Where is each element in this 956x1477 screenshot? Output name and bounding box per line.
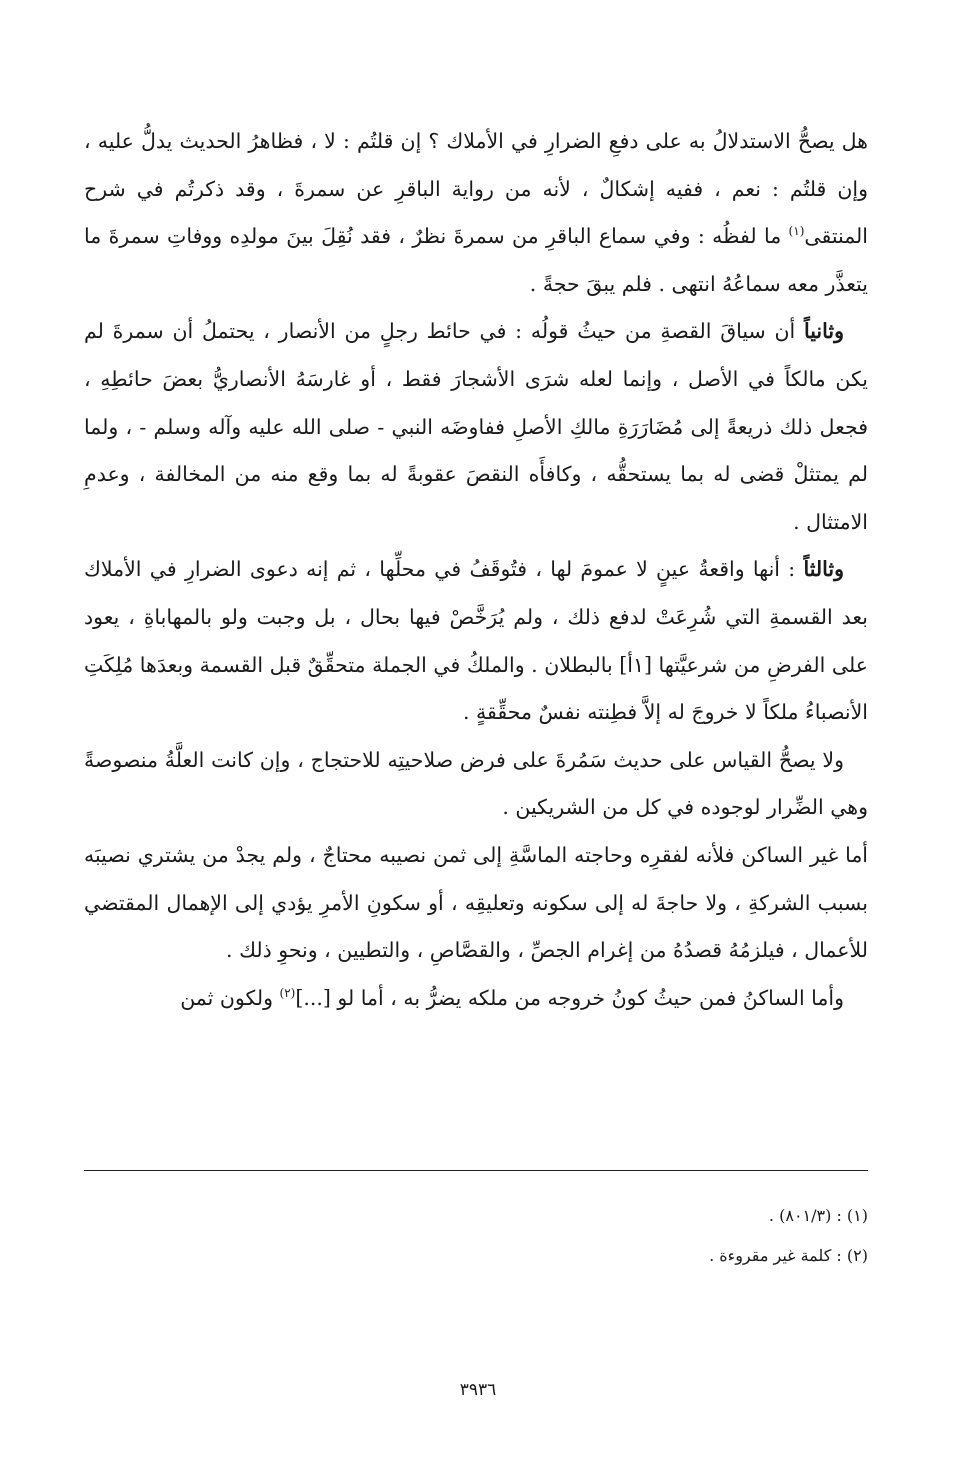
footnote-1: (١) : (٨٠١/٣) . [768, 1206, 868, 1225]
paragraph-3-lead: وثالثاً [803, 557, 844, 582]
paragraph-5 [84, 832, 868, 975]
paragraph-6-continuation: ولكون ثمن [180, 985, 280, 1010]
paragraph-3-text: : أنها واقعةُ عينٍ لا عمومَ لها ، فتُوقَفُ في محلِّها ، ثم إنه دعوى الضرارِ في الأملاك بعد القسمةِ التي شُرِعَتْ لدفع ذلك ، ولم يُرَخَّصْ فيها بحال ، بل وجبت ولو بالمهاباةِ ، يعود على الفرضِ من شرعيَّتها [١أ] بالبطلان . والملكُ في الجملة متحقِّقٌ قبل القسمة وبعدَها مُلِكَتِ الأنصباءُ ملكاً لا خروجَ له إلاَّ فطِنته نفسٌ محقِّقةٍ . [84, 557, 869, 725]
footnote-divider [84, 1170, 868, 1171]
paragraph-6-text: وأما الساكنُ فمن حيثُ كونُ خروجه من ملكه يضرُّ به ، أما لو [...] [295, 985, 844, 1010]
paragraph-1-text: هل يصحُّ الاستدلالُ به على دفعِ الضرارِ في الأملاك ؟ إن قلتُم : لا ، فظاهرُ الحديث يدلُّ عليه ، وإن قلتُم : نعم ، ففيه إشكالٌ ، لأنه من رواية الباقرِ عن سمرةَ ، وقد ذكرتُم في شرح المنتقى [84, 129, 868, 249]
paragraph-4-text: ولا يصحُّ القياس على حديث سَمُرةَ على فرض صلاحيتِه للاحتجاج ، وإن كانت العلَّةُ منصوصةً وهي الضِّرار لوجوده في كل من الشريكين . [84, 747, 868, 820]
paragraph-1-continuation: ما لفظُه : وفي سماع الباقرِ من سمرةَ نظرٌ ، فقد نُقِلَ بينَ مولدِه ووفاتِ سمرةَ ما يتعذَّر معه سماعُهُ انتهى . فلم يبقَ حجةً . [84, 224, 868, 296]
footnote-ref-2: (٢) [279, 985, 296, 1000]
paragraph-2 [84, 308, 868, 546]
main-text [84, 118, 868, 1022]
paragraph-6 [84, 975, 868, 1023]
paragraph-4 [84, 737, 868, 832]
page-number: ٣٩٣٦ [459, 1380, 497, 1400]
paragraph-1 [84, 118, 868, 308]
paragraph-5-text: أما غير الساكن فلأنه لفقرِه وحاجته الماسَّةِ إلى ثمن نصيبه محتاجٌ ، ولم يجدْ من يشتري نصيبَه بسبب الشركةِ ، ولا حاجةَ له إلى سكونه وتعليقِه ، أو سكونِ الأمرِ يؤدي إلى الإهمال المقتضي للأعمال ، فيلزمُهُ قصدُهُ من إغرام الجصِّ ، والقصَّاصِ ، والتطيين ، ونحوِ ذلك . [84, 842, 868, 963]
footnote-ref-1: (١) [788, 224, 805, 239]
footnotes [84, 1196, 868, 1276]
footnote-2: (٢) : كلمة غير مقروءة . [709, 1246, 868, 1265]
paragraph-3 [84, 546, 868, 736]
paragraph-2-lead: وثانياً [804, 319, 844, 344]
paragraph-2-text: أن سياقَ القصةِ من حيثُ قولُه : في حائط رجلٍ من الأنصار ، يحتملُ أن سمرةَ لم يكن مالكاً في الأصل ، وإنما لعله شرَى الأشجارَ فقط ، أو غارسَهُ الأنصاريُّ بعضَ حائطِهِ ، فجعل ذلك ذريعةً إلى مُضَارَرَةِ مالكِ الأصلِ ففاوضَه النبي - صلى الله عليه وآله وسلم - ، ولما لم يمتثلْ قضى له بما يستحقُّه ، وكافأَه النقصَ عقوبةً له بما وقع منه من المخالفة ، وعدمِ الامتثال . [84, 319, 868, 534]
